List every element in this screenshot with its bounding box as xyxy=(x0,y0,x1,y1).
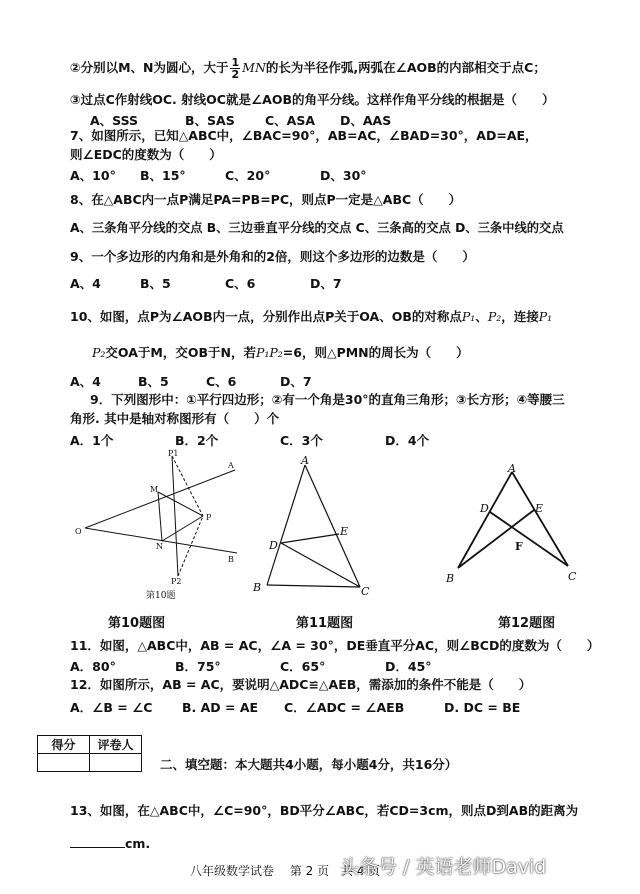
label-e: E xyxy=(340,525,349,538)
q10-text2: 交OA于M，交OB于N，若 xyxy=(105,345,256,360)
p2-label: P₂ xyxy=(487,309,502,324)
option-c: C．∠ADC = ∠AEB xyxy=(284,700,405,715)
q10-sep: 、 xyxy=(475,309,488,324)
score-cell xyxy=(38,754,90,772)
option-b: B、SAS xyxy=(185,113,235,128)
segment-np xyxy=(162,516,203,541)
option-a: A．80° xyxy=(70,659,116,674)
label-d: D xyxy=(269,539,278,552)
segment-p1p2 xyxy=(172,456,178,576)
label-o: O xyxy=(75,527,82,536)
fraction-numerator: 1 xyxy=(231,56,240,69)
q10-line2 xyxy=(92,345,469,361)
segment-cd xyxy=(490,512,568,566)
q7-line1: 7、如图所示，已知△ABC中，∠BAC=90°，AB=AC，∠BAD=30°，AD=AE， xyxy=(70,128,538,143)
label-b: B xyxy=(253,581,262,594)
label-a: A xyxy=(301,455,309,467)
section-2-title: 二、填空题：本大题共4小题，每小题4分，共16分） xyxy=(160,757,458,772)
label-c: C xyxy=(361,585,370,598)
label-f: F xyxy=(515,540,523,553)
mn-term: MN xyxy=(242,60,266,75)
label-a: A xyxy=(228,461,234,470)
score-header: 得分 xyxy=(38,736,90,754)
figure-10 xyxy=(70,448,250,608)
step3-text: ③过点C作射线OC. 射线OC就是∠AOB的角平分线。这样作角平分线的根据是（ ） xyxy=(70,92,555,107)
fig10-inner-label: 第10题 xyxy=(146,591,176,601)
label-d: D xyxy=(480,502,489,515)
option-a: A、4 xyxy=(70,374,101,389)
q9b-line1: 9．下列图形中：①平行四边形；②有一个角是30°的直角三角形；③长方形；④等腰三 xyxy=(90,392,565,407)
grader-cell xyxy=(90,754,142,772)
step2-prefix: ②分别以M、N为圆心，大于 xyxy=(70,60,229,75)
p1p2-label: P₁P₂ xyxy=(255,345,283,360)
label-b: B xyxy=(446,572,455,585)
option-d: D．45° xyxy=(385,659,432,674)
label-p1: P1 xyxy=(168,449,179,458)
fig11-caption: 第11题图 xyxy=(296,616,354,631)
option-c: C、6 xyxy=(225,276,256,291)
p2-label: P₂ xyxy=(92,345,106,360)
q9-text: 9、一个多边形的内角和是外角和的2倍，则这个多边形的边数是（ ） xyxy=(70,249,475,264)
q11-options xyxy=(70,657,432,675)
label-b: B xyxy=(228,555,234,564)
q12-options xyxy=(70,698,520,716)
option-b: B、5 xyxy=(140,276,171,291)
option-c: C、6 xyxy=(206,374,237,389)
segment-dc xyxy=(281,543,360,587)
p1-label: P₁ xyxy=(461,309,476,324)
q11-text: 11．如图，△ABC中，AB = AC，∠A = 30°，DE垂直平分AC，则∠BCD的度数为（ ） xyxy=(70,638,600,653)
option-c: C、ASA xyxy=(265,113,316,128)
option-d: D. DC = BE xyxy=(444,700,521,715)
option-d: D、7 xyxy=(310,276,342,291)
side-ab xyxy=(267,465,305,585)
q9b-line2: 角形. 其中是轴对称图形有（ ）个 xyxy=(70,411,280,426)
option-b: B．2个 xyxy=(175,433,219,448)
answer-blank[interactable] xyxy=(70,834,125,848)
label-e: E xyxy=(535,502,544,515)
score-table xyxy=(37,735,142,772)
q7-options xyxy=(70,166,367,184)
label-c: C xyxy=(568,570,577,583)
segment-be xyxy=(458,510,534,568)
option-b: B、5 xyxy=(138,374,169,389)
fraction-half xyxy=(230,57,240,80)
segment-mp xyxy=(158,492,203,516)
option-a: A．∠B = ∠C xyxy=(70,700,153,715)
side-ab xyxy=(458,472,512,568)
q9b-options xyxy=(70,431,429,449)
side-bc xyxy=(267,585,360,587)
option-a: A．1个 xyxy=(70,433,114,448)
step3-options xyxy=(90,111,391,129)
option-a: A、SSS xyxy=(90,113,139,128)
q7-line2: 则∠EDC的度数为（ ） xyxy=(70,147,222,162)
step2-suffix: 的长为半径作弧,两弧在∠AOB的内部相交于点C； xyxy=(265,60,546,75)
option-d: D、AAS xyxy=(340,113,392,128)
figure-12 xyxy=(440,460,590,585)
q13-unit: cm. xyxy=(125,836,151,851)
q13-text: 13、如图，在△ABC中，∠C=90°，BD平分∠ABC，若CD=3cm，则点D到AB的距离为 xyxy=(70,803,579,818)
option-b: B. AD = AE xyxy=(182,700,259,715)
q9-options xyxy=(70,274,342,292)
dash-p2p xyxy=(178,516,203,576)
p1-label: P₁ xyxy=(538,309,553,324)
option-c: C、20° xyxy=(225,168,271,183)
option-c: C．65° xyxy=(280,659,326,674)
option-d: D、30° xyxy=(320,168,367,183)
fraction-denominator: 2 xyxy=(231,68,240,81)
q13-line2 xyxy=(70,834,150,852)
label-m: M xyxy=(150,485,159,494)
q10-line1 xyxy=(70,309,552,325)
option-d: D、7 xyxy=(280,374,312,389)
side-ac xyxy=(305,465,360,587)
q10-connect: ，连接 xyxy=(501,309,539,324)
fig12-caption: 第12题图 xyxy=(498,616,556,631)
option-d: D．4个 xyxy=(385,433,430,448)
option-c: C．3个 xyxy=(280,433,323,448)
option-a: A、4 xyxy=(70,276,101,291)
dash-p1p xyxy=(172,456,203,516)
label-a: A xyxy=(508,462,516,475)
page-footer: 八年级数学试卷 第 2 页 共 4 页 xyxy=(190,864,381,878)
option-a: A、10° xyxy=(70,168,116,183)
fig10-caption: 第10题图 xyxy=(108,616,166,631)
step2-text xyxy=(70,57,546,80)
q8-text: 8、在△ABC内一点P满足PA=PB=PC，则点P一定是△ABC（ ） xyxy=(70,192,462,207)
q10-text3: =6，则△PMN的周长为（ ） xyxy=(282,345,469,360)
option-b: B、15° xyxy=(140,168,186,183)
q10-options xyxy=(70,372,312,390)
label-n: N xyxy=(156,542,163,551)
label-p2: P2 xyxy=(171,577,182,586)
watermark: 头条号 / 英语老师David xyxy=(340,856,547,878)
segment-de xyxy=(281,534,339,543)
q8-options: A、三条角平分线的交点 B、三边垂直平分线的交点 C、三条高的交点 D、三条中线的交点 xyxy=(70,221,564,235)
grader-header: 评卷人 xyxy=(90,736,142,754)
option-b: B．75° xyxy=(175,659,221,674)
figure-11 xyxy=(245,455,375,600)
label-p: P xyxy=(206,513,212,522)
q12-text: 12．如图所示，AB = AC，要说明△ADC≌△AEB，需添加的条件不能是（ ） xyxy=(70,677,532,692)
q10-text: 10、如图，点P为∠AOB内一点，分别作出点P关于OA、OB的对称点 xyxy=(70,309,462,324)
